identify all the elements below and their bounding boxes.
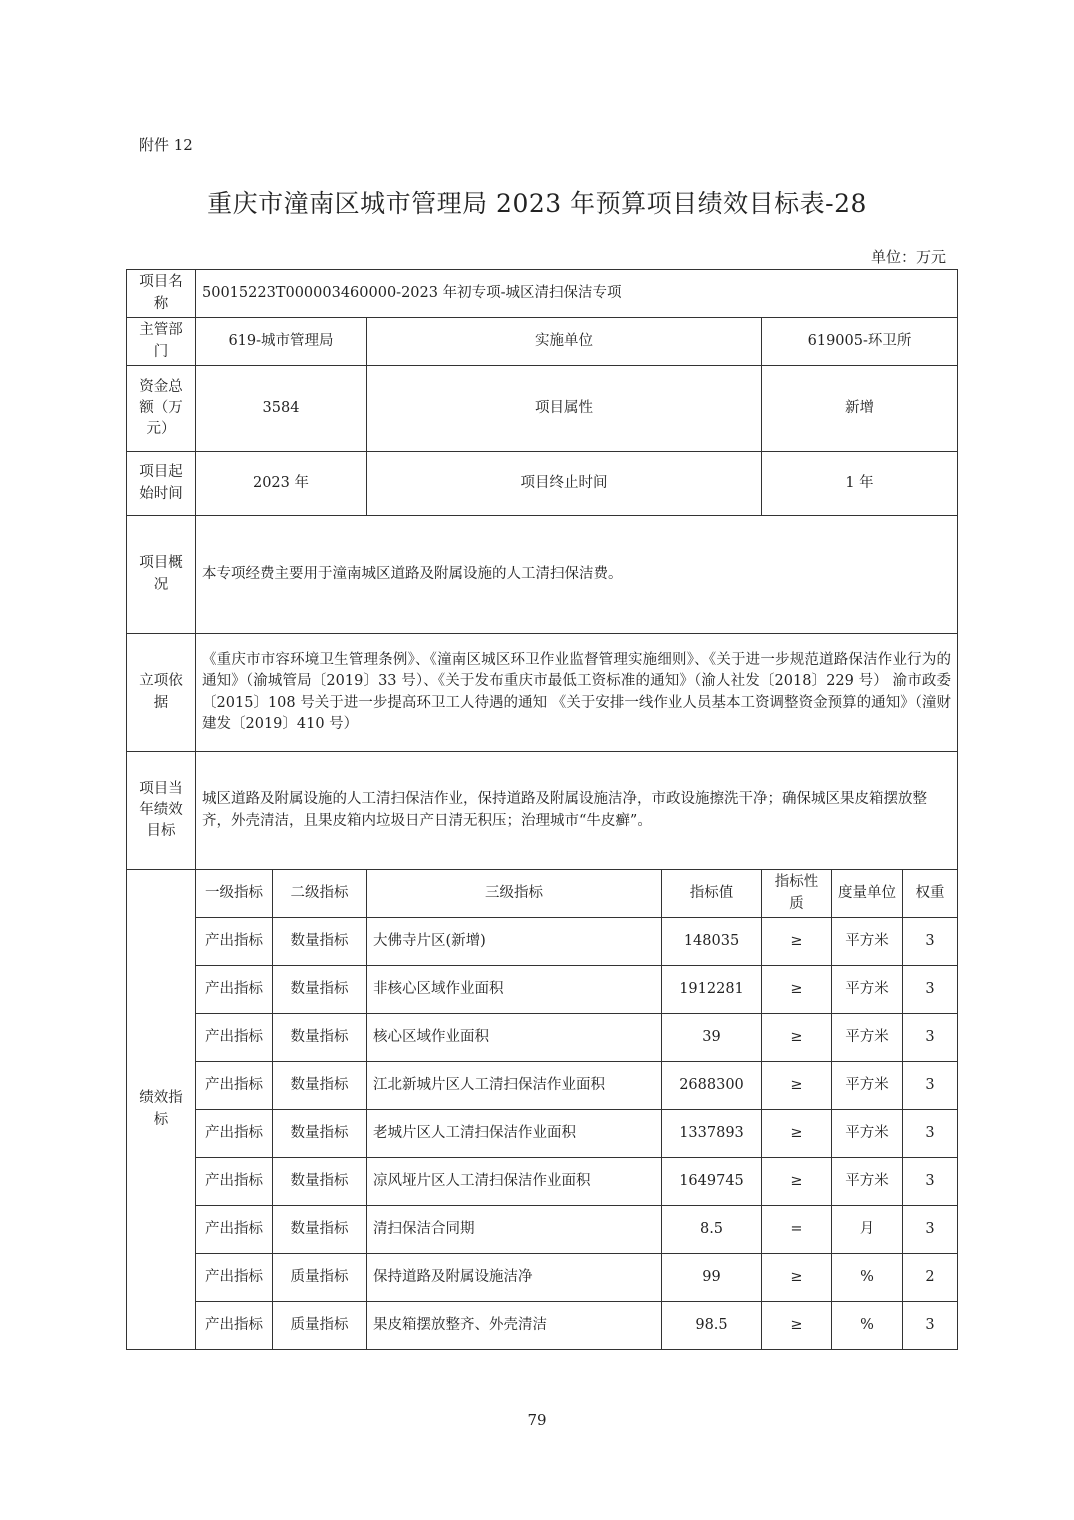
- indicator-l3: 凉风垭片区人工清扫保洁作业面积: [367, 1158, 662, 1206]
- indicator-nature: ≥: [762, 1302, 832, 1350]
- end-label: 项目终止时间: [367, 452, 762, 516]
- impl-value: 619005-环卫所: [762, 318, 958, 366]
- indicator-l2: 数量指标: [273, 966, 367, 1014]
- indicator-unit: %: [832, 1254, 903, 1302]
- indicator-l1: 产出指标: [196, 966, 273, 1014]
- table-row: [127, 966, 958, 1014]
- header-l3: 三级指标: [367, 870, 662, 918]
- indicator-l3: 保持道路及附属设施洁净: [367, 1254, 662, 1302]
- header-nature: 指标性质: [762, 870, 832, 918]
- indicator-nature: ≥: [762, 1062, 832, 1110]
- indicator-l3: 清扫保洁合同期: [367, 1206, 662, 1254]
- indicator-l1: 产出指标: [196, 1062, 273, 1110]
- page-title: 重庆市潼南区城市管理局 2023 年预算项目绩效目标表-28: [207, 189, 867, 218]
- row-basis: [127, 634, 958, 752]
- indicator-l1: 产出指标: [196, 1110, 273, 1158]
- indicator-value: 1912281: [662, 966, 762, 1014]
- basis-value: 《重庆市市容环境卫生管理条例》、《潼南区城区环卫作业监督管理实施细则》、《关于进一步规范道路保洁作业行为的通知》（渝城管局〔2019〕33 号）、《关于发布重庆市最低工资标准的通知》（渝人社发〔2018〕229 号） 渝市政委〔2015〕108 号关于进一步提高环卫工人待遇的通知 《关于安排一线作业人员基本工资调整资金预算的通知》（潼财建发〔2019〕410 号）: [196, 634, 958, 752]
- indicator-value: 2688300: [662, 1062, 762, 1110]
- indicator-l1: 产出指标: [196, 918, 273, 966]
- start-label: 项目起始时间: [127, 452, 196, 516]
- goal-label: 项目当年绩效目标: [127, 752, 196, 870]
- attr-label: 项目属性: [367, 366, 762, 452]
- indicator-weight: 2: [903, 1254, 958, 1302]
- dept-value: 619-城市管理局: [196, 318, 367, 366]
- table-row: [127, 918, 958, 966]
- performance-table: [126, 269, 958, 1350]
- indicator-nature: =: [762, 1206, 832, 1254]
- indicator-l1: 产出指标: [196, 1254, 273, 1302]
- indicators-section-label: 绩效指标: [127, 870, 196, 1350]
- indicator-l3: 非核心区域作业面积: [367, 966, 662, 1014]
- table-row: [127, 1110, 958, 1158]
- indicator-l3: 大佛寺片区(新增): [367, 918, 662, 966]
- attr-value: 新增: [762, 366, 958, 452]
- indicator-weight: 3: [903, 966, 958, 1014]
- table-row: [127, 1302, 958, 1350]
- indicator-unit: 平方米: [832, 1014, 903, 1062]
- indicator-l1: 产出指标: [196, 1158, 273, 1206]
- dept-label: 主管部门: [127, 318, 196, 366]
- indicator-weight: 3: [903, 1110, 958, 1158]
- header-l1: 一级指标: [196, 870, 273, 918]
- indicator-l1: 产出指标: [196, 1302, 273, 1350]
- indicator-nature: ≥: [762, 1254, 832, 1302]
- indicator-unit: 平方米: [832, 918, 903, 966]
- table-row: [127, 1158, 958, 1206]
- header-l2: 二级指标: [273, 870, 367, 918]
- indicator-unit: 平方米: [832, 966, 903, 1014]
- indicator-weight: 3: [903, 1302, 958, 1350]
- goal-value: 城区道路及附属设施的人工清扫保洁作业，保持道路及附属设施洁净，市政设施擦洗干净；确保城区果皮箱摆放整齐，外壳清洁，且果皮箱内垃圾日产日清无积压；治理城市“牛皮癣”。: [196, 752, 958, 870]
- overview-label: 项目概况: [127, 516, 196, 634]
- indicator-unit: 平方米: [832, 1110, 903, 1158]
- table-row: [127, 1206, 958, 1254]
- basis-label: 立项依据: [127, 634, 196, 752]
- indicator-weight: 3: [903, 1158, 958, 1206]
- row-funds: [127, 366, 958, 452]
- indicator-value: 8.5: [662, 1206, 762, 1254]
- indicator-l2: 质量指标: [273, 1302, 367, 1350]
- table-row: [127, 1254, 958, 1302]
- page-number: 79: [527, 1411, 547, 1429]
- indicator-weight: 3: [903, 1014, 958, 1062]
- indicator-weight: 3: [903, 1206, 958, 1254]
- indicator-l3: 核心区域作业面积: [367, 1014, 662, 1062]
- header-weight: 权重: [903, 870, 958, 918]
- indicator-weight: 3: [903, 1062, 958, 1110]
- overview-value: 本专项经费主要用于潼南城区道路及附属设施的人工清扫保洁费。: [196, 516, 958, 634]
- indicator-l2: 数量指标: [273, 1110, 367, 1158]
- indicator-value: 99: [662, 1254, 762, 1302]
- indicator-l3: 果皮箱摆放整齐、外壳清洁: [367, 1302, 662, 1350]
- indicator-nature: ≥: [762, 966, 832, 1014]
- row-goal: [127, 752, 958, 870]
- end-value: 1 年: [762, 452, 958, 516]
- row-overview: [127, 516, 958, 634]
- project-name-value: 50015223T000003460000-2023 年初专项-城区清扫保洁专项: [196, 270, 958, 318]
- table-row: [127, 1062, 958, 1110]
- indicator-unit: 平方米: [832, 1062, 903, 1110]
- indicator-nature: ≥: [762, 918, 832, 966]
- attachment-label: 附件 12: [139, 136, 193, 154]
- indicator-unit: 月: [832, 1206, 903, 1254]
- indicator-value: 1649745: [662, 1158, 762, 1206]
- header-unit: 度量单位: [832, 870, 903, 918]
- header-value: 指标值: [662, 870, 762, 918]
- indicator-l2: 数量指标: [273, 1158, 367, 1206]
- indicator-value: 148035: [662, 918, 762, 966]
- indicator-l2: 质量指标: [273, 1254, 367, 1302]
- indicator-header-row: [127, 870, 958, 918]
- funds-label: 资金总额（万元）: [127, 366, 196, 452]
- indicator-value: 1337893: [662, 1110, 762, 1158]
- indicator-l2: 数量指标: [273, 1062, 367, 1110]
- start-value: 2023 年: [196, 452, 367, 516]
- row-department: [127, 318, 958, 366]
- indicator-l2: 数量指标: [273, 1206, 367, 1254]
- indicator-value: 98.5: [662, 1302, 762, 1350]
- indicator-nature: ≥: [762, 1110, 832, 1158]
- funds-value: 3584: [196, 366, 367, 452]
- row-project-name: [127, 270, 958, 318]
- indicator-l3: 江北新城片区人工清扫保洁作业面积: [367, 1062, 662, 1110]
- indicator-unit: 平方米: [832, 1158, 903, 1206]
- indicator-l1: 产出指标: [196, 1014, 273, 1062]
- project-name-label: 项目名称: [127, 270, 196, 318]
- table-row: [127, 1014, 958, 1062]
- unit-label: 单位：万元: [870, 248, 946, 266]
- indicator-weight: 3: [903, 918, 958, 966]
- indicator-value: 39: [662, 1014, 762, 1062]
- indicator-l2: 数量指标: [273, 1014, 367, 1062]
- impl-label: 实施单位: [367, 318, 762, 366]
- indicator-l2: 数量指标: [273, 918, 367, 966]
- indicator-l3: 老城片区人工清扫保洁作业面积: [367, 1110, 662, 1158]
- row-period: [127, 452, 958, 516]
- indicator-unit: %: [832, 1302, 903, 1350]
- indicator-l1: 产出指标: [196, 1206, 273, 1254]
- indicator-nature: ≥: [762, 1014, 832, 1062]
- indicator-nature: ≥: [762, 1158, 832, 1206]
